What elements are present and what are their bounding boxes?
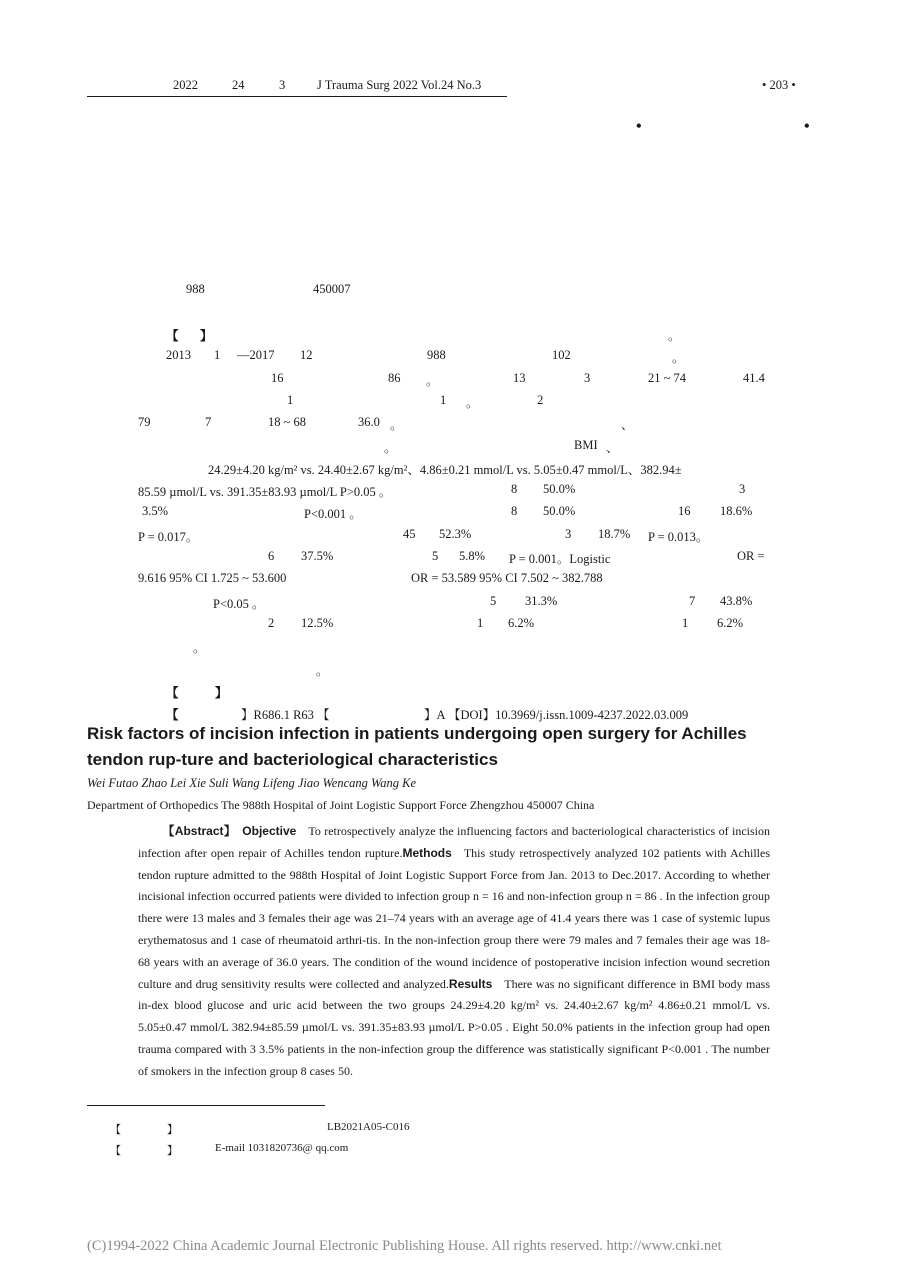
cn-abstract-fragment: 6 — [268, 549, 275, 563]
cn-abstract-fragment: 3 — [565, 527, 572, 541]
cn-abstract-fragment: 5.8% — [459, 549, 486, 563]
cn-abstract-fragment: 8 — [511, 482, 518, 496]
cn-abstract-fragment: 【 — [166, 686, 179, 700]
cn-abstract-fragment: P = 0.013。 — [648, 530, 709, 544]
cn-abstract-fragment: P = 0.001。Logistic — [509, 552, 611, 566]
cn-abstract-fragment: 。 — [384, 441, 397, 455]
cn-abstract-fragment: 16 — [271, 371, 284, 385]
cn-abstract-fragment: 6.2% — [717, 616, 744, 630]
page-number: • 203 • — [762, 78, 796, 92]
cn-abstract-fragment: 5 — [490, 594, 497, 608]
cn-abstract-fragment: 12.5% — [301, 616, 334, 630]
article-title-en: Risk factors of incision infection in patients undergoing open surgery for Achilles tendon rup-ture and bacteriological characteristics — [87, 724, 747, 769]
cn-abstract-fragment: 85.59 µmol/L vs. 391.35±83.93 µmol/L P>0.05 。 — [138, 485, 392, 499]
methods-text: This study retrospectively analyzed 102 patients with Achilles tendon rupture admitted to the 988th Hospital of Joint Logistic Support Force from Jan. 2013 to Dec.2017. According to whether incisional infection occurred patients were divided to infection group n = 16 and non-infection group n = 86 . In the infection group there were 13 males and 3 females their age was 21–74 years with an average age of 41.4 years there was 1 case of systemic lupus erythematosus and 1 case of rheumatoid arthri-tis. In the non-infection group there were 79 males and 7 females their age was 18-68 years with an average of 36.0 years. The condition of the wound incidence of postoperative incision infection wound secretion culture and drug sensitivity results were collected and analyzed. — [138, 845, 771, 991]
cn-abstract-fragment: 2 — [537, 393, 544, 407]
cn-abstract-fragment: 。 — [668, 329, 681, 343]
cn-abstract-fragment: 1 — [287, 393, 294, 407]
cn-abstract-fragment: 、 — [606, 441, 619, 455]
copyright-notice: (C)1994-2022 China Academic Journal Electronic Publishing House. All rights reserved. http://www.cnki.net — [87, 1238, 722, 1254]
cn-abstract-fragment: 。 — [390, 418, 403, 432]
header-year: 2022 — [173, 78, 198, 92]
cn-abstract-fragment: —2017 — [237, 348, 275, 362]
header-volume: 24 — [232, 78, 245, 92]
authors-en: Wei Futao Zhao Lei Xie Suli Wang Lifeng Jiao Wencang Wang Ke — [87, 776, 417, 790]
cn-abstract-fragment: 】A 【DOI】10.3969/j.issn.1009-4237.2022.03.009 — [424, 708, 689, 722]
cn-abstract-fragment: OR = 53.589 95% CI 7.502 ~ 382.788 — [411, 571, 603, 585]
objective-label: Objective — [242, 824, 297, 838]
cn-abstract-fragment: 102 — [552, 348, 571, 362]
cn-abstract-fragment: 9.616 95% CI 1.725 ~ 53.600 — [138, 571, 287, 585]
cn-abstract-fragment: 37.5% — [301, 549, 334, 563]
results-label: Results — [448, 976, 493, 991]
cn-abstract-fragment: 。 — [672, 351, 685, 365]
cn-abstract-fragment: 1 — [214, 348, 221, 362]
footnote-rule — [87, 1105, 325, 1106]
cn-abstract-fragment: 43.8% — [720, 594, 753, 608]
cn-abstract-fragment: 。 — [316, 664, 329, 678]
cn-abstract-fragment: 】 — [200, 329, 213, 343]
cn-abstract-fragment: 【 — [166, 708, 179, 722]
cn-abstract-fragment: 7 — [689, 594, 696, 608]
cn-abstract-fragment: 24.29±4.20 kg/m² vs. 24.40±2.67 kg/m²、4.86±0.21 mmol/L vs. 5.05±0.47 mmol/L、382.94± — [208, 463, 682, 477]
cn-abstract-fragment: 1 — [440, 393, 447, 407]
cn-abstract-fragment: 、 — [621, 418, 634, 432]
bullet-mark: • — [636, 118, 642, 135]
cn-abstract-fragment: 50.0% — [543, 504, 576, 518]
affiliation-cn-hospital-no: 988 — [186, 282, 205, 296]
cn-abstract-fragment: OR = — [737, 549, 765, 563]
cn-abstract-fragment: 。 — [193, 641, 206, 655]
cn-abstract-fragment: 。 — [426, 374, 439, 388]
cn-abstract-fragment: P<0.001 。 — [304, 507, 362, 521]
cn-abstract-fragment: 13 — [513, 371, 526, 385]
cn-abstract-fragment: 16 — [678, 504, 691, 518]
cn-abstract-fragment: 2013 — [166, 348, 191, 362]
footnote-email: E-mail 1031820736@ qq.com — [215, 1142, 349, 1154]
results-text: There was no significant difference in BMI body mass in-dex blood glucose and uric acid between the two groups 24.29±4.20 kg/m² vs. 24.40±2.67 kg/m² 4.86±0.21 mmol/L vs. 5.05±0.47 mmol/L 382.94±85.59 µmol/L vs. 391.35±83.93 µmol/L P>0.05 . Eight 50.0% patients in the infection group had open trauma compared with 3 3.5% patients in the non-infection group the difference was statistically significant P<0.001 . The number of smokers in the infection group 8 cases 50. — [138, 976, 770, 1078]
footnote-open-bracket: 【 — [110, 1124, 121, 1136]
cn-abstract-fragment: 2 — [268, 616, 275, 630]
cn-abstract-fragment: 12 — [300, 348, 313, 362]
affiliation-en: Department of Orthopedics The 988th Hospital of Joint Logistic Support Force Zhengzhou 450007 China — [87, 798, 595, 812]
header-citation: J Trauma Surg 2022 Vol.24 No.3 — [317, 78, 482, 92]
cn-abstract-fragment: 18.6% — [720, 504, 753, 518]
cn-abstract-fragment: 【 — [166, 329, 179, 343]
cn-abstract-fragment: 。 — [466, 396, 479, 410]
footnote-close-bracket: 】 — [167, 1145, 178, 1157]
cn-abstract-fragment: 41.4 — [743, 371, 765, 385]
cn-abstract-fragment: 6.2% — [508, 616, 535, 630]
header-rule — [87, 96, 507, 97]
cn-abstract-fragment: 】 — [215, 686, 228, 700]
bullet-mark: • — [804, 118, 810, 135]
cn-abstract-fragment: 3 — [584, 371, 591, 385]
cn-abstract-fragment: 1 — [477, 616, 484, 630]
affiliation-cn-postcode: 450007 — [313, 282, 351, 296]
header-issue: 3 — [279, 78, 286, 92]
cn-abstract-fragment: 86 — [388, 371, 401, 385]
cn-abstract-fragment: 21 ~ 74 — [648, 371, 687, 385]
cn-abstract-fragment: 36.0 — [358, 415, 380, 429]
abstract-en — [138, 821, 770, 1083]
cn-abstract-fragment: 31.3% — [525, 594, 558, 608]
cn-abstract-fragment: 52.3% — [439, 527, 472, 541]
cn-abstract-fragment: 1 — [682, 616, 689, 630]
cn-abstract-fragment: 18.7% — [598, 527, 631, 541]
footnote-close-bracket: 】 — [167, 1124, 178, 1136]
objective-text: To retrospectively analyze the influencing factors and bacteriological characteristics of incision infection after open repair of Achilles tendon rupture. — [138, 824, 770, 860]
cn-abstract-fragment: 18 ~ 68 — [268, 415, 307, 429]
cn-abstract-fragment: 79 — [138, 415, 151, 429]
cn-abstract-fragment: 988 — [427, 348, 446, 362]
cn-abstract-fragment: P = 0.017。 — [138, 530, 199, 544]
footnote-fund-number: LB2021A05-C016 — [327, 1121, 410, 1133]
cn-abstract-fragment: 7 — [205, 415, 212, 429]
cn-abstract-fragment: BMI — [574, 438, 598, 452]
cn-abstract-fragment: P<0.05 。 — [213, 597, 265, 611]
cn-abstract-fragment: 8 — [511, 504, 518, 518]
footnote-open-bracket: 【 — [110, 1145, 121, 1157]
cn-abstract-fragment: 50.0% — [543, 482, 576, 496]
methods-label: Methods — [402, 845, 452, 860]
cn-abstract-fragment: 3.5% — [142, 504, 169, 518]
cn-abstract-fragment: 45 — [403, 527, 416, 541]
cn-abstract-fragment: 5 — [432, 549, 439, 563]
cn-abstract-fragment: 】R686.1 R63 【 — [241, 708, 330, 722]
abstract-label: 【Abstract】 — [162, 824, 237, 838]
cn-abstract-fragment: 3 — [739, 482, 746, 496]
